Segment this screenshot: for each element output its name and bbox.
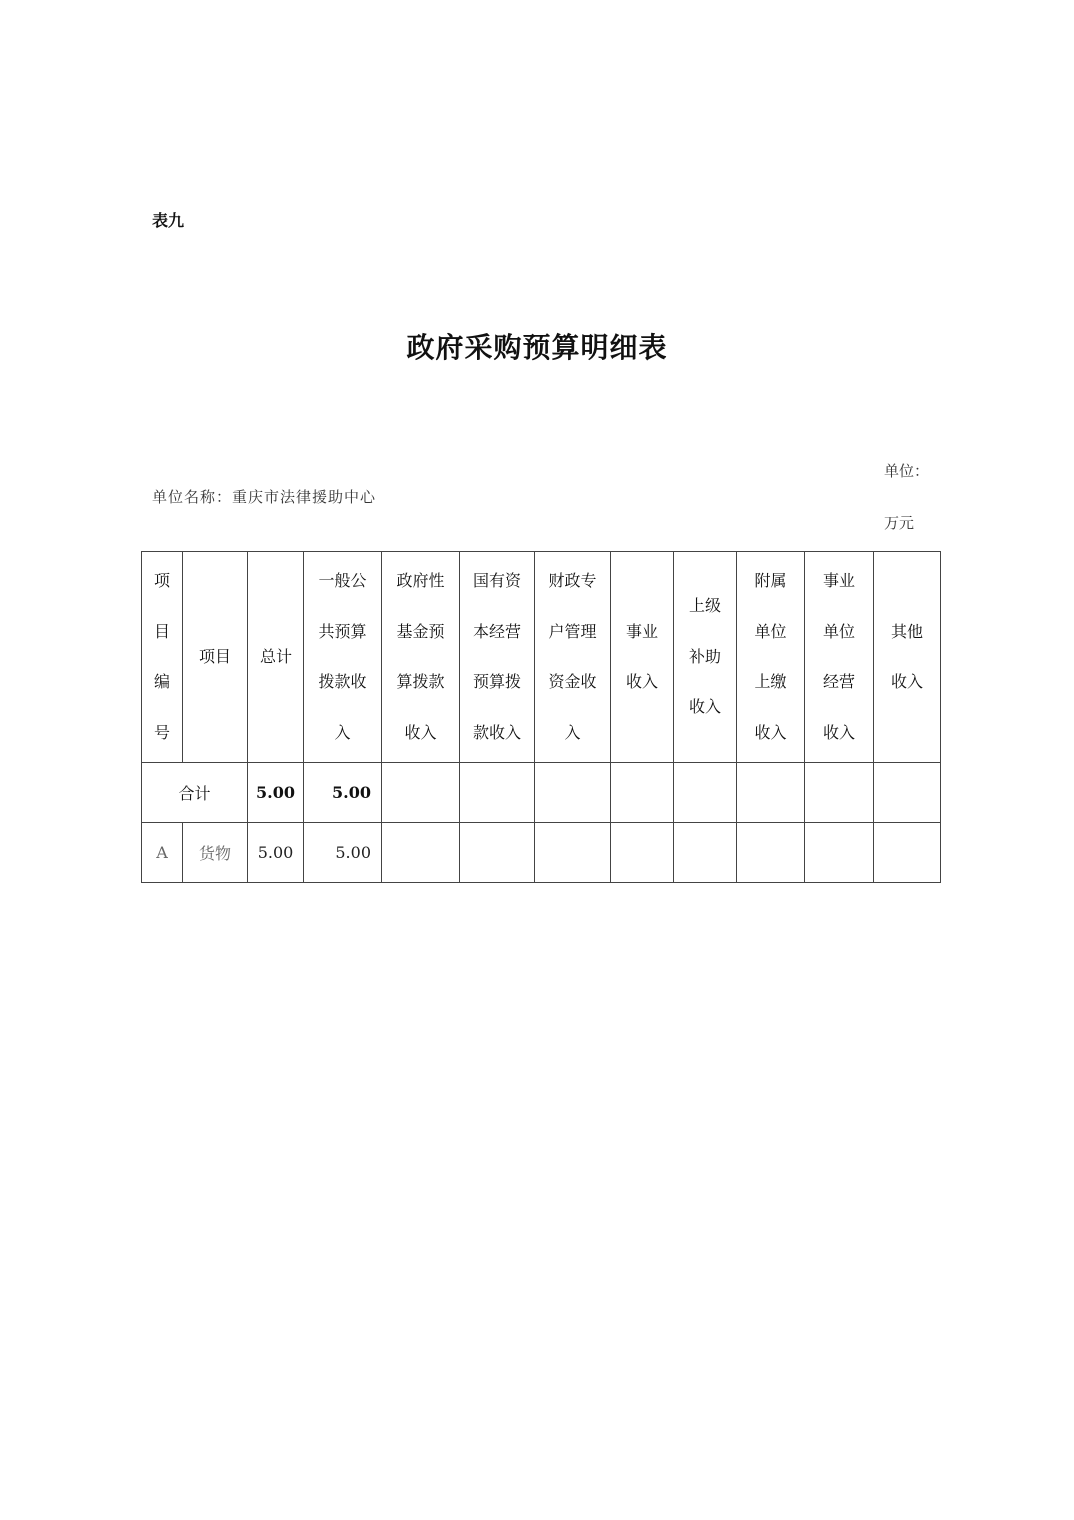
table-number-label: 表九 xyxy=(152,211,185,230)
header-cell-superior-subsidy xyxy=(674,552,737,763)
row-empty-cell xyxy=(874,823,941,883)
table-total-row xyxy=(142,763,941,823)
procurement-budget-table xyxy=(141,551,941,883)
organization-line xyxy=(152,486,376,507)
row-code-cell: A xyxy=(142,823,183,883)
header-cell-state-capital xyxy=(460,552,535,763)
header-cell-business-income xyxy=(611,552,674,763)
header-operating-income-label: 事业单位经营收入 xyxy=(822,571,855,742)
total-row-empty-cell xyxy=(674,763,737,823)
header-other-income-label: 其他收入 xyxy=(890,621,923,691)
header-cell-other-income xyxy=(874,552,941,763)
row-empty-cell xyxy=(460,823,535,883)
header-cell-general-budget xyxy=(304,552,382,763)
total-row-total: 5.00 xyxy=(248,763,304,823)
header-superior-subsidy-label: 上级补助收入 xyxy=(688,596,721,717)
total-row-empty-cell xyxy=(611,763,674,823)
header-total-label: 总计 xyxy=(259,646,292,666)
row-general-budget-cell: 5.00 xyxy=(304,823,382,883)
total-row-general-budget: 5.00 xyxy=(304,763,382,823)
unit-label: 单位： xyxy=(884,462,930,480)
table-row xyxy=(142,823,941,883)
row-item-cell: 货物 xyxy=(183,823,248,883)
total-row-empty-cell xyxy=(874,763,941,823)
organization-name: 重庆市法律援助中心 xyxy=(232,488,377,506)
row-empty-cell xyxy=(805,823,874,883)
header-affiliated-payment-label: 附属单位上缴收入 xyxy=(754,571,787,742)
row-empty-cell xyxy=(674,823,737,883)
row-empty-cell xyxy=(611,823,674,883)
total-row-empty-cell xyxy=(382,763,460,823)
header-cell-item xyxy=(183,552,248,763)
header-code-label: 项目编号 xyxy=(153,571,170,742)
row-empty-cell xyxy=(535,823,611,883)
row-empty-cell xyxy=(382,823,460,883)
row-total-cell: 5.00 xyxy=(248,823,304,883)
organization-label: 单位名称： xyxy=(152,488,233,506)
header-cell-code xyxy=(142,552,183,763)
header-state-capital-label: 国有资本经营预算拨款收入 xyxy=(472,571,521,742)
header-cell-total xyxy=(248,552,304,763)
header-gov-fund-label: 政府性基金预算拨款收入 xyxy=(396,571,445,742)
header-general-budget-label: 一般公共预算拨款收入 xyxy=(318,571,367,742)
table-header-row xyxy=(142,552,941,763)
header-business-income-label: 事业收入 xyxy=(625,621,658,691)
total-row-empty-cell xyxy=(805,763,874,823)
header-cell-affiliated-payment xyxy=(737,552,805,763)
header-item-label: 项目 xyxy=(198,646,231,666)
total-row-empty-cell xyxy=(737,763,805,823)
row-empty-cell xyxy=(737,823,805,883)
header-cell-operating-income xyxy=(805,552,874,763)
total-row-empty-cell xyxy=(535,763,611,823)
total-row-empty-cell xyxy=(460,763,535,823)
unit-value: 万元 xyxy=(884,514,915,532)
document-title: 政府采购预算明细表 xyxy=(406,331,668,364)
header-special-account-label: 财政专户管理资金收入 xyxy=(548,571,597,742)
header-cell-special-account xyxy=(535,552,611,763)
header-cell-gov-fund xyxy=(382,552,460,763)
total-row-label: 合计 xyxy=(142,763,248,823)
